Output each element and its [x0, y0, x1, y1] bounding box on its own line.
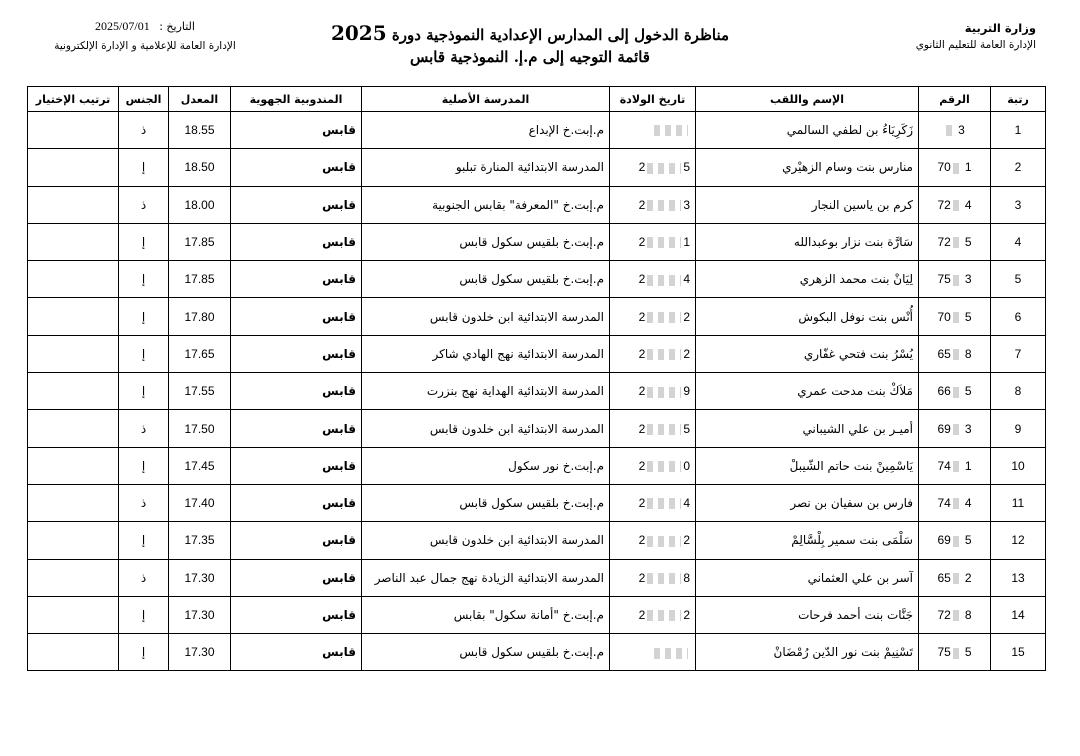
- student-name-cell: جَنَّات بنت أحمد فرحات: [696, 596, 919, 633]
- average-cell: 17.40: [169, 484, 231, 521]
- rank-cell: 10: [991, 447, 1046, 484]
- average-cell: 17.45: [169, 447, 231, 484]
- region-cell: قابس: [231, 522, 362, 559]
- redaction-mark: [953, 349, 963, 360]
- table-row: [28, 484, 1046, 521]
- table-row: [28, 410, 1046, 447]
- school-cell: م.إبت.خ نور سكول: [362, 447, 610, 484]
- number-end: 5: [964, 309, 972, 324]
- number-cell: [919, 373, 991, 410]
- region-cell: قابس: [231, 335, 362, 372]
- rank-cell: 13: [991, 559, 1046, 596]
- redaction-mark: [647, 610, 681, 621]
- header-title-block: [300, 22, 760, 68]
- orientation-table: [27, 86, 1046, 671]
- redaction-mark: [647, 461, 681, 472]
- rank-cell: 8: [991, 373, 1046, 410]
- dob-end: 5: [683, 421, 690, 436]
- dob-start: 2: [638, 309, 646, 324]
- redaction-mark: [953, 163, 963, 174]
- student-name-cell: يَاسْمِينْ بنت حاتم الشّيبلْ: [696, 447, 919, 484]
- gender-cell: ذ: [119, 559, 169, 596]
- number-cell: [919, 484, 991, 521]
- number-start: 66: [937, 384, 951, 399]
- rank-cell: 4: [991, 223, 1046, 260]
- redaction-mark: [953, 498, 963, 509]
- school-cell: م.إبت.خ بلقيس سكول قابس: [362, 261, 610, 298]
- col-gender: الجنس: [119, 87, 169, 112]
- redaction-mark: [647, 312, 681, 323]
- dob-start: 2: [638, 160, 646, 175]
- region-cell: قابس: [231, 484, 362, 521]
- school-cell: المدرسة الابتدائية ابن خلدون قابس: [362, 522, 610, 559]
- number-end: 3: [958, 123, 965, 138]
- dob-end: 1: [683, 235, 690, 250]
- region-cell: قابس: [231, 373, 362, 410]
- table-row: [28, 223, 1046, 260]
- redaction-mark: [953, 200, 963, 211]
- redaction-mark: [953, 536, 963, 547]
- preference-cell: [28, 484, 119, 521]
- dob-end: 3: [683, 197, 690, 212]
- student-name-cell: سَارَّة بنت نزار بوعبدالله: [696, 223, 919, 260]
- rank-cell: 9: [991, 410, 1046, 447]
- student-name-cell: تَسْنِيمْ بنت نور الدّين رُمْضَانْ: [696, 634, 919, 671]
- header-ministry-block: [916, 20, 1036, 54]
- preference-cell: [28, 634, 119, 671]
- number-start: 75: [937, 645, 951, 660]
- average-cell: 17.30: [169, 634, 231, 671]
- redaction-mark: [946, 125, 956, 136]
- number-start: 74: [937, 496, 951, 511]
- dob-cell: [610, 559, 696, 596]
- rank-cell: 14: [991, 596, 1046, 633]
- preference-cell: [28, 522, 119, 559]
- number-start: 70: [937, 309, 951, 324]
- dob-cell: [610, 634, 696, 671]
- dob-cell: [610, 112, 696, 149]
- header-date-block: [40, 18, 250, 57]
- rank-cell: 2: [991, 149, 1046, 186]
- dob-end: 5: [683, 160, 690, 175]
- number-cell: [919, 596, 991, 633]
- title-text: مناظرة الدخول إلى المدارس الإعدادية النموذجية دورة: [391, 26, 730, 44]
- dob-start: 2: [638, 384, 646, 399]
- average-cell: 17.50: [169, 410, 231, 447]
- table-row: [28, 596, 1046, 633]
- number-cell: [919, 447, 991, 484]
- average-cell: 17.55: [169, 373, 231, 410]
- number-cell: [919, 223, 991, 260]
- date-label: التاريخ :: [159, 20, 195, 33]
- gender-cell: إ: [119, 634, 169, 671]
- number-cell: [919, 559, 991, 596]
- redaction-mark: [654, 648, 688, 659]
- dob-cell: [610, 373, 696, 410]
- student-name-cell: كرم بن ياسين النجار: [696, 186, 919, 223]
- student-name-cell: آسر بن علي العثماني: [696, 559, 919, 596]
- rank-cell: 11: [991, 484, 1046, 521]
- title-year: 2025: [330, 21, 387, 45]
- preference-cell: [28, 559, 119, 596]
- redaction-mark: [953, 610, 963, 621]
- number-end: 8: [964, 346, 972, 361]
- preference-cell: [28, 373, 119, 410]
- dob-start: 2: [638, 608, 646, 622]
- number-end: 4: [964, 197, 972, 212]
- number-end: 5: [964, 533, 972, 548]
- student-name-cell: فارس بن سفيان بن نصر: [696, 484, 919, 521]
- average-cell: 17.80: [169, 298, 231, 335]
- dob-start: 2: [638, 421, 646, 436]
- average-cell: 17.65: [169, 335, 231, 372]
- redaction-mark: [654, 125, 688, 136]
- dob-start: 2: [638, 533, 646, 548]
- average-cell: 18.00: [169, 186, 231, 223]
- table-row: [28, 373, 1046, 410]
- redaction-mark: [953, 312, 963, 323]
- student-name-cell: سَلْمَى بنت سمير بِلْسَّالِمْ: [696, 522, 919, 559]
- preference-cell: [28, 335, 119, 372]
- gender-cell: إ: [119, 223, 169, 260]
- school-cell: المدرسة الابتدائية نهج الهادي شاكر: [362, 335, 610, 372]
- region-cell: قابس: [231, 112, 362, 149]
- school-cell: م.إبت.خ بلقيس سكول قابس: [362, 223, 610, 260]
- number-start: 72: [937, 235, 951, 250]
- dob-cell: [610, 410, 696, 447]
- gender-cell: إ: [119, 596, 169, 633]
- student-name-cell: أميـر بن علي الشيباني: [696, 410, 919, 447]
- gender-cell: ذ: [119, 484, 169, 521]
- average-cell: 17.30: [169, 596, 231, 633]
- average-cell: 17.30: [169, 559, 231, 596]
- average-cell: 17.85: [169, 261, 231, 298]
- dob-start: 2: [638, 346, 646, 361]
- dob-start: 2: [638, 235, 646, 250]
- col-rank: رتبة: [991, 87, 1046, 112]
- col-dob: تاريخ الولادة: [610, 87, 696, 112]
- redaction-mark: [953, 573, 963, 584]
- dob-start: 2: [638, 272, 646, 287]
- gender-cell: إ: [119, 149, 169, 186]
- region-cell: قابس: [231, 261, 362, 298]
- dob-cell: [610, 149, 696, 186]
- region-cell: قابس: [231, 559, 362, 596]
- preference-cell: [28, 298, 119, 335]
- dob-end: 0: [683, 458, 690, 473]
- number-end: 3: [964, 272, 972, 287]
- redaction-mark: [647, 275, 681, 286]
- redaction-mark: [647, 387, 681, 398]
- gender-cell: إ: [119, 373, 169, 410]
- number-cell: [919, 298, 991, 335]
- region-cell: قابس: [231, 223, 362, 260]
- student-name-cell: زَكَرِيَاءُ بن لطفي السالمي: [696, 112, 919, 149]
- preference-cell: [28, 149, 119, 186]
- region-cell: قابس: [231, 149, 362, 186]
- dob-end: 8: [683, 570, 690, 585]
- rank-cell: 1: [991, 112, 1046, 149]
- dob-start: 2: [638, 458, 646, 473]
- number-start: 70: [937, 160, 951, 175]
- number-start: 65: [937, 346, 951, 361]
- school-cell: المدرسة الابتدائية الهداية نهج بنزرت: [362, 373, 610, 410]
- dob-cell: [610, 596, 696, 633]
- dob-cell: [610, 298, 696, 335]
- gender-cell: إ: [119, 261, 169, 298]
- preference-cell: [28, 410, 119, 447]
- rank-cell: 12: [991, 522, 1046, 559]
- preference-cell: [28, 223, 119, 260]
- table-row: [28, 149, 1046, 186]
- redaction-mark: [953, 424, 963, 435]
- school-cell: المدرسة الابتدائية ابن خلدون قابس: [362, 410, 610, 447]
- preference-cell: [28, 261, 119, 298]
- dob-end: 2: [683, 533, 690, 548]
- table-row: [28, 298, 1046, 335]
- preference-cell: [28, 447, 119, 484]
- number-start: 65: [937, 570, 951, 585]
- region-cell: قابس: [231, 596, 362, 633]
- average-cell: 18.55: [169, 112, 231, 149]
- redaction-mark: [953, 387, 963, 398]
- redaction-mark: [647, 536, 681, 547]
- school-cell: م.إبت.خ "المعرفة" بقابس الجنوبية: [362, 186, 610, 223]
- school-cell: م.إبت.خ الإبداع: [362, 112, 610, 149]
- col-number: الرقم: [919, 87, 991, 112]
- rank-cell: 6: [991, 298, 1046, 335]
- table-body: [28, 112, 1046, 671]
- redaction-mark: [647, 573, 681, 584]
- number-cell: [919, 522, 991, 559]
- school-cell: المدرسة الابتدائية المنارة تبلبو: [362, 149, 610, 186]
- table-row: [28, 335, 1046, 372]
- gender-cell: ذ: [119, 112, 169, 149]
- dob-cell: [610, 186, 696, 223]
- number-cell: [919, 261, 991, 298]
- dob-cell: [610, 223, 696, 260]
- table-row: [28, 447, 1046, 484]
- redaction-mark: [953, 648, 963, 659]
- table-row: [28, 186, 1046, 223]
- dob-cell: [610, 522, 696, 559]
- number-cell: [919, 634, 991, 671]
- date-row: [40, 18, 250, 35]
- preference-cell: [28, 112, 119, 149]
- redaction-mark: [953, 461, 963, 472]
- redaction-mark: [647, 200, 681, 211]
- number-end: 4: [964, 496, 972, 511]
- number-cell: [919, 335, 991, 372]
- number-start: 69: [937, 421, 951, 436]
- gender-cell: إ: [119, 447, 169, 484]
- number-end: 2: [964, 570, 972, 585]
- redaction-mark: [647, 349, 681, 360]
- preference-cell: [28, 596, 119, 633]
- col-school: المدرسة الأصلية: [362, 87, 610, 112]
- number-start: 72: [937, 608, 951, 622]
- number-cell: [919, 186, 991, 223]
- department-secondary: الإدارة العامة للتعليم الثانوي: [915, 39, 1036, 51]
- redaction-mark: [953, 275, 963, 286]
- gender-cell: إ: [119, 298, 169, 335]
- dob-start: 2: [638, 570, 646, 585]
- table-row: [28, 261, 1046, 298]
- redaction-mark: [647, 237, 681, 248]
- table-row: [28, 559, 1046, 596]
- rank-cell: 5: [991, 261, 1046, 298]
- date-value: 2025/07/01: [95, 19, 150, 33]
- region-cell: قابس: [231, 634, 362, 671]
- dob-end: 2: [683, 608, 690, 622]
- table-row: [28, 634, 1046, 671]
- department-it: الإدارة العامة للإعلامية و الإدارة الإلكترونية: [54, 40, 236, 52]
- student-name-cell: أُنْس بنت نوفل البكوش: [696, 298, 919, 335]
- dob-cell: [610, 447, 696, 484]
- rank-cell: 7: [991, 335, 1046, 372]
- number-start: 74: [937, 458, 951, 473]
- region-cell: قابس: [231, 447, 362, 484]
- number-start: 75: [937, 272, 951, 287]
- rank-cell: 15: [991, 634, 1046, 671]
- dob-end: 9: [683, 384, 690, 399]
- average-cell: 17.35: [169, 522, 231, 559]
- redaction-mark: [647, 498, 681, 509]
- average-cell: 18.50: [169, 149, 231, 186]
- number-end: 8: [964, 608, 972, 622]
- average-cell: 17.85: [169, 223, 231, 260]
- student-name-cell: يُسْرُ بنت فتحي غفّاري: [696, 335, 919, 372]
- col-region: المندوبية الجهوية: [231, 87, 362, 112]
- school-cell: م.إبت.خ بلقيس سكول قابس: [362, 484, 610, 521]
- region-cell: قابس: [231, 186, 362, 223]
- gender-cell: إ: [119, 522, 169, 559]
- redaction-mark: [647, 163, 681, 174]
- rank-cell: 3: [991, 186, 1046, 223]
- dob-start: 2: [638, 496, 646, 511]
- gender-cell: إ: [119, 335, 169, 372]
- number-end: 1: [964, 458, 972, 473]
- school-cell: م.إبت.خ "أمانة سكول" بقابس: [362, 596, 610, 633]
- dob-end: 2: [683, 309, 690, 324]
- number-end: 5: [964, 384, 972, 399]
- school-cell: المدرسة الابتدائية ابن خلدون قابس: [362, 298, 610, 335]
- school-cell: المدرسة الابتدائية الزيادة نهج جمال عبد الناصر: [362, 559, 610, 596]
- number-cell: [919, 112, 991, 149]
- col-name: الإسم واللقب: [696, 87, 919, 112]
- dob-end: 4: [683, 496, 690, 511]
- gender-cell: ذ: [119, 410, 169, 447]
- gender-cell: ذ: [119, 186, 169, 223]
- dob-cell: [610, 261, 696, 298]
- dob-end: 2: [683, 346, 690, 361]
- school-cell: م.إبت.خ بلقيس سكول قابس: [362, 634, 610, 671]
- number-start: 72: [937, 197, 951, 212]
- student-name-cell: منارس بنت وسام الزهيْري: [696, 149, 919, 186]
- table-header-row: [28, 87, 1046, 112]
- region-cell: قابس: [231, 410, 362, 447]
- number-end: 5: [964, 235, 972, 250]
- title-line-2: قائمة التوجيه إلى م.إ. النموذجية قابس: [410, 48, 650, 66]
- dob-start: 2: [638, 197, 646, 212]
- col-average: المعدل: [169, 87, 231, 112]
- title-line-1: [300, 22, 760, 46]
- table-row: [28, 522, 1046, 559]
- dob-cell: [610, 335, 696, 372]
- ministry-name: وزارة التربية: [964, 21, 1036, 35]
- number-cell: [919, 149, 991, 186]
- region-cell: قابس: [231, 298, 362, 335]
- number-end: 5: [964, 645, 972, 660]
- dob-cell: [610, 484, 696, 521]
- redaction-mark: [647, 424, 681, 435]
- student-name-cell: لِيَانْ بنت محمد الزهري: [696, 261, 919, 298]
- col-preference: ترتيب الإختيار: [28, 87, 119, 112]
- table-row: [28, 112, 1046, 149]
- redaction-mark: [953, 237, 963, 248]
- number-cell: [919, 410, 991, 447]
- number-end: 1: [964, 160, 972, 175]
- dob-end: 4: [683, 272, 690, 287]
- preference-cell: [28, 186, 119, 223]
- number-end: 3: [964, 421, 972, 436]
- student-name-cell: مَلاَكْ بنت مدحت عمري: [696, 373, 919, 410]
- number-start: 69: [937, 533, 951, 548]
